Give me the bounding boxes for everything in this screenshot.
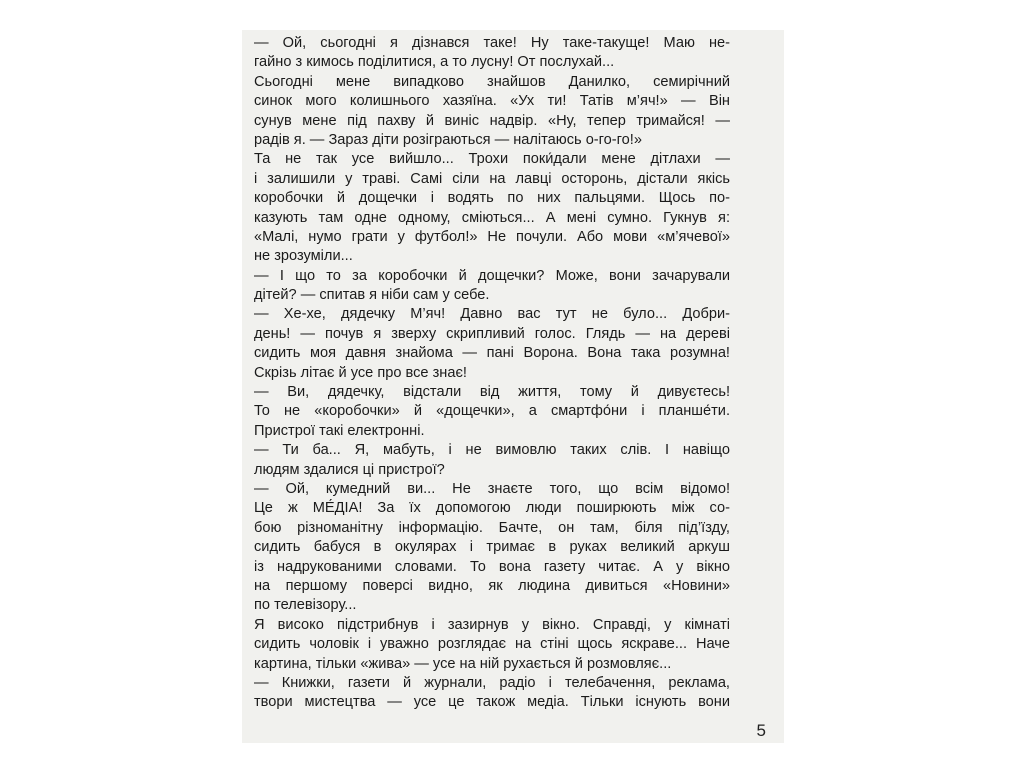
text-line: людям здалися ці пристрої?: [254, 461, 445, 478]
text-line: бою різноманітну інформацію. Бачте, он там, біля під’їзду,: [254, 519, 730, 536]
text-line: із надрукованими словами. То вона газету читає. А у вікно: [254, 558, 730, 575]
text-line: сидить бабуся в окулярах і тримає в руках великий аркуш: [254, 539, 730, 556]
text-line: і залишили у траві. Самі сіли на лавці осторонь, дістали якісь: [254, 170, 730, 187]
text-line: не зрозуміли...: [254, 248, 353, 265]
text-line: Я високо підстрибнув і зазирнув у вікно. Справді, у кімнаті: [254, 616, 730, 633]
page-number: 5: [756, 721, 766, 740]
text-line: — Ви, дядечку, відстали від життя, тому й дивуєтесь!: [254, 384, 730, 401]
text-line: — І що то за коробочки й дощечки? Може, вони зачарували: [254, 267, 730, 284]
text-line: Пристрої такі електронні.: [254, 422, 425, 439]
text-line: синок мого колишнього хазяїна. «Ух ти! Татів м’яч!» — Він: [254, 93, 730, 110]
text-line: казують там одне одному, сміються... А мені сумно. Гукнув я:: [254, 209, 730, 226]
text-line: радів я. — Зараз діти розіграються — налітаюсь о-го-го!»: [254, 131, 642, 148]
text-line: коробочки й дощечки і водять по них пальцями. Щось по-: [254, 190, 730, 207]
text-line: Сьогодні мене випадково знайшов Данилко, семирічний: [254, 73, 730, 90]
text-line: Та не так усе вийшло... Трохи поки́дали мене дітлахи —: [254, 151, 730, 168]
text-line: гайно з кимось поділитися, а то лусну! От послухай...: [254, 54, 615, 71]
text-line: — Книжки, газети й журнали, радіо і телебачення, реклама,: [254, 674, 730, 691]
text-line: Це ж МЕ́ДІА! За їх допомогою люди поширюють між со-: [254, 500, 730, 517]
text-line: сунув мене під пахву й виніс надвір. «Ну, тепер тримайся! —: [254, 112, 730, 129]
text-line: «Малі, нумо грати у футбол!» Не почули. Або мови «м’ячевої»: [254, 228, 730, 245]
text-line: — Ой, кумедний ви... Не знаєте того, що всім відомо!: [254, 480, 730, 497]
text-line: сидить чоловік і уважно розглядає на стіні щось яскраве... Наче: [254, 636, 730, 653]
text-line: дітей? — спитав я ніби сам у себе.: [254, 287, 490, 304]
text-line: — Ти ба... Я, мабуть, і не вимовлю таких слів. І навіщо: [254, 442, 730, 459]
book-page: [242, 30, 784, 743]
text-line: сидить моя давня знайома — пані Ворона. Вона така розумна!: [254, 345, 730, 362]
text-line: по телевізору...: [254, 597, 357, 614]
text-line: — Ой, сьогодні я дізнався таке! Ну таке-такуще! Маю не-: [254, 35, 730, 51]
text-line: — Хе-хе, дядечку М’яч! Давно вас тут не було... Добри-: [254, 306, 730, 323]
text-line: картина, тільки «жива» — усе на ній рухається й розмовляє...: [254, 655, 672, 672]
text-line: день! — почув я зверху скрипливий голос. Глядь — на дереві: [254, 325, 730, 342]
text-line: твори мистецтва — усе це також медіа. Тільки існують вони: [254, 694, 730, 711]
text-line: То не «коробочки» й «дощечки», а смартфо́ни і планше́ти.: [254, 403, 730, 420]
text-line: Скрізь літає й усе про все знає!: [254, 364, 467, 381]
story-text: [254, 34, 730, 713]
text-line: на першому поверсі видно, як людина дивиться «Новини»: [254, 577, 730, 594]
